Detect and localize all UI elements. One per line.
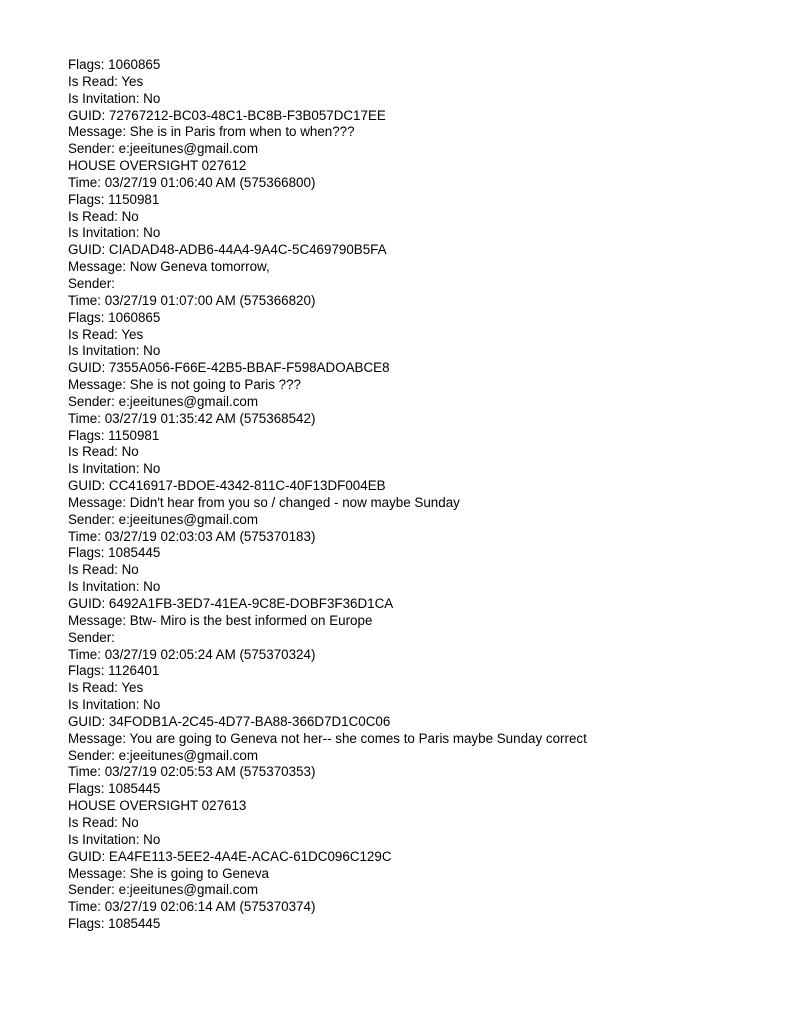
log-line: GUID: CIADAD48-ADB6-44A4-9A4C-5C469790B5FA [68,242,387,258]
log-line: Is Invitation: No [68,90,161,106]
log-line: Is Invitation: No [68,343,161,359]
log-line: Message: You are going to Geneva not her-- she comes to Paris maybe Sunday correct [68,730,587,746]
log-line: Is Invitation: No [68,225,161,241]
log-line: Message: She is going to Geneva [68,865,269,881]
log-line: Time: 03/27/19 02:03:03 AM (575370183) [68,528,316,544]
log-line: Sender: e:jeeitunes@gmail.com [68,882,258,898]
log-line: Message: Btw- Miro is the best informed on Europe [68,612,373,628]
log-line: GUID: 7355A056-F66E-42B5-BBAF-F598ADOABCE8 [68,360,390,376]
log-line: Is Read: No [68,562,139,578]
log-line: Time: 03/27/19 01:35:42 AM (575368542) [68,410,316,426]
log-line: GUID: EA4FE113-5EE2-4A4E-ACAC-61DC096C129C [68,848,392,864]
log-line: Time: 03/27/19 01:06:40 AM (575366800) [68,174,316,190]
log-line: GUID: CC416917-BDOE-4342-811C-40F13DF004EB [68,478,386,494]
log-line: Flags: 1150981 [68,191,160,207]
log-line: Sender: [68,275,115,291]
log-line: Message: Now Geneva tomorrow, [68,259,270,275]
log-line: Sender: e:jeeitunes@gmail.com [68,747,258,763]
log-line: Sender: [68,629,115,645]
log-line: Flags: 1085445 [68,781,161,797]
log-line: Message: She is in Paris from when to when??? [68,124,355,140]
log-line: Flags: 1126401 [68,663,160,679]
log-line: Is Read: Yes [68,680,144,696]
log-line: Is Read: No [68,444,139,460]
log-line: Time: 03/27/19 02:06:14 AM (575370374) [68,899,316,915]
log-line: Flags: 1150981 [68,427,160,443]
log-line: GUID: 6492A1FB-3ED7-41EA-9C8E-DOBF3F36D1CA [68,596,394,611]
log-line: Is Read: Yes [68,73,144,89]
page-stamp: HOUSE OVERSIGHT 027613 [68,798,247,814]
log-line: GUID: 34FODB1A-2C45-4D77-BA88-366D7D1C0C06 [68,713,391,729]
log-line: Sender: e:jeeitunes@gmail.com [68,141,258,157]
log-line: Flags: 1085445 [68,916,161,932]
log-line: Is Invitation: No [68,831,161,847]
log-line: Is Invitation: No [68,461,161,477]
log-line: Is Read: No [68,814,139,830]
page-stamp: HOUSE OVERSIGHT 027612 [68,158,247,174]
log-line: Message: Didn't hear from you so / changed - now maybe Sunday [68,494,460,510]
message-log-text [68,57,778,933]
log-line: Is Read: No [68,208,139,224]
log-line: Is Invitation: No [68,579,161,595]
log-line: Sender: e:jeeitunes@gmail.com [68,511,258,527]
log-line: Time: 03/27/19 02:05:24 AM (575370324) [68,646,316,662]
log-line: Time: 03/27/19 01:07:00 AM (575366820) [68,292,316,308]
log-line: Message: She is not going to Paris ??? [68,377,301,393]
log-line: Sender: e:jeeitunes@gmail.com [68,393,258,409]
log-line: Flags: 1085445 [68,545,161,561]
log-line: Flags: 1060865 [68,309,161,325]
log-line: Is Read: Yes [68,326,144,342]
log-line: Flags: 1060865 [68,57,161,72]
log-line: GUID: 72767212-BC03-48C1-BC8B-F3B057DC17EE [68,107,386,123]
log-line: Is Invitation: No [68,697,161,713]
log-line: Time: 03/27/19 02:05:53 AM (575370353) [68,764,316,780]
